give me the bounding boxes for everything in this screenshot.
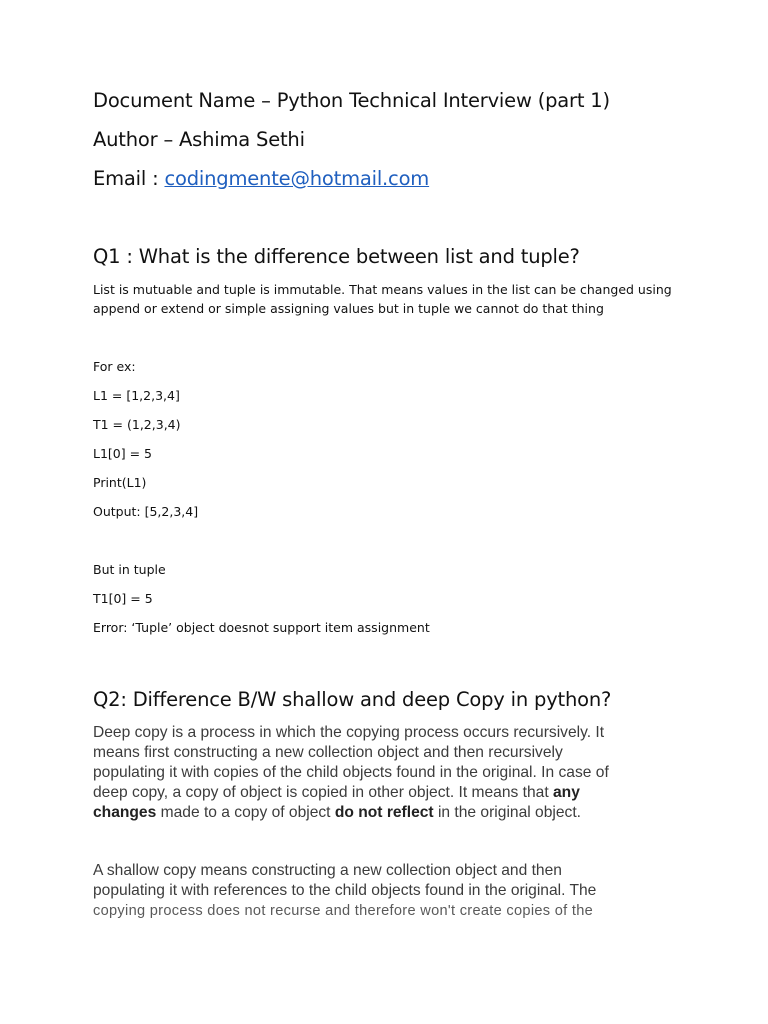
para-line: populating it with references to the child objects found in the original. The bbox=[93, 882, 597, 899]
para-text: in the original object. bbox=[433, 804, 581, 821]
para-line bbox=[93, 783, 663, 803]
code-line: Error: ‘Tuple’ object doesnot support item assignment bbox=[93, 620, 430, 635]
para-line: means first constructing a new collection object and then recursively bbox=[93, 744, 563, 761]
q1-para-line2: append or extend or simple assigning values but in tuple we cannot do that thing bbox=[93, 301, 604, 316]
para-text: deep copy, a copy of object is copied in other object. It means that bbox=[93, 784, 553, 801]
email-link[interactable]: codingmente@hotmail.com bbox=[164, 167, 430, 190]
code-line: L1 = [1,2,3,4] bbox=[93, 388, 180, 403]
author-line: Author – Ashima Sethi bbox=[93, 128, 305, 151]
q1-para-line1: List is mutuable and tuple is immutable. That means values in the list can be changed using bbox=[93, 282, 672, 297]
para-line: Deep copy is a process in which the copying process occurs recursively. It bbox=[93, 724, 605, 741]
para-line: populating it with copies of the child objects found in the original. In case of bbox=[93, 764, 609, 781]
code-line: Output: [5,2,3,4] bbox=[93, 504, 199, 519]
email-label: Email : bbox=[93, 167, 165, 190]
q2-title: Q2: Difference B/W shallow and deep Copy in python? bbox=[93, 688, 612, 711]
para-line: copying process does not recurse and therefore won't create copies of the bbox=[93, 903, 594, 919]
bold-text: do not reflect bbox=[334, 804, 434, 821]
code-line: T1[0] = 5 bbox=[93, 591, 153, 606]
deep-copy-paragraph bbox=[93, 723, 663, 823]
code-line: But in tuple bbox=[93, 562, 166, 577]
code-line: For ex: bbox=[93, 359, 136, 374]
bold-text: any bbox=[553, 784, 580, 801]
code-line: T1 = (1,2,3,4) bbox=[93, 417, 181, 432]
q1-title: Q1 : What is the difference between list and tuple? bbox=[93, 245, 580, 268]
document-name: Document Name – Python Technical Interview (part 1) bbox=[93, 89, 610, 112]
code-line: L1[0] = 5 bbox=[93, 446, 152, 461]
para-line bbox=[93, 803, 663, 823]
email-line bbox=[93, 167, 429, 190]
para-text: made to a copy of object bbox=[156, 804, 335, 821]
bold-text: changes bbox=[93, 804, 157, 821]
shallow-copy-paragraph bbox=[93, 861, 663, 921]
code-line: Print(L1) bbox=[93, 475, 147, 490]
para-line: A shallow copy means constructing a new collection object and then bbox=[93, 862, 562, 879]
